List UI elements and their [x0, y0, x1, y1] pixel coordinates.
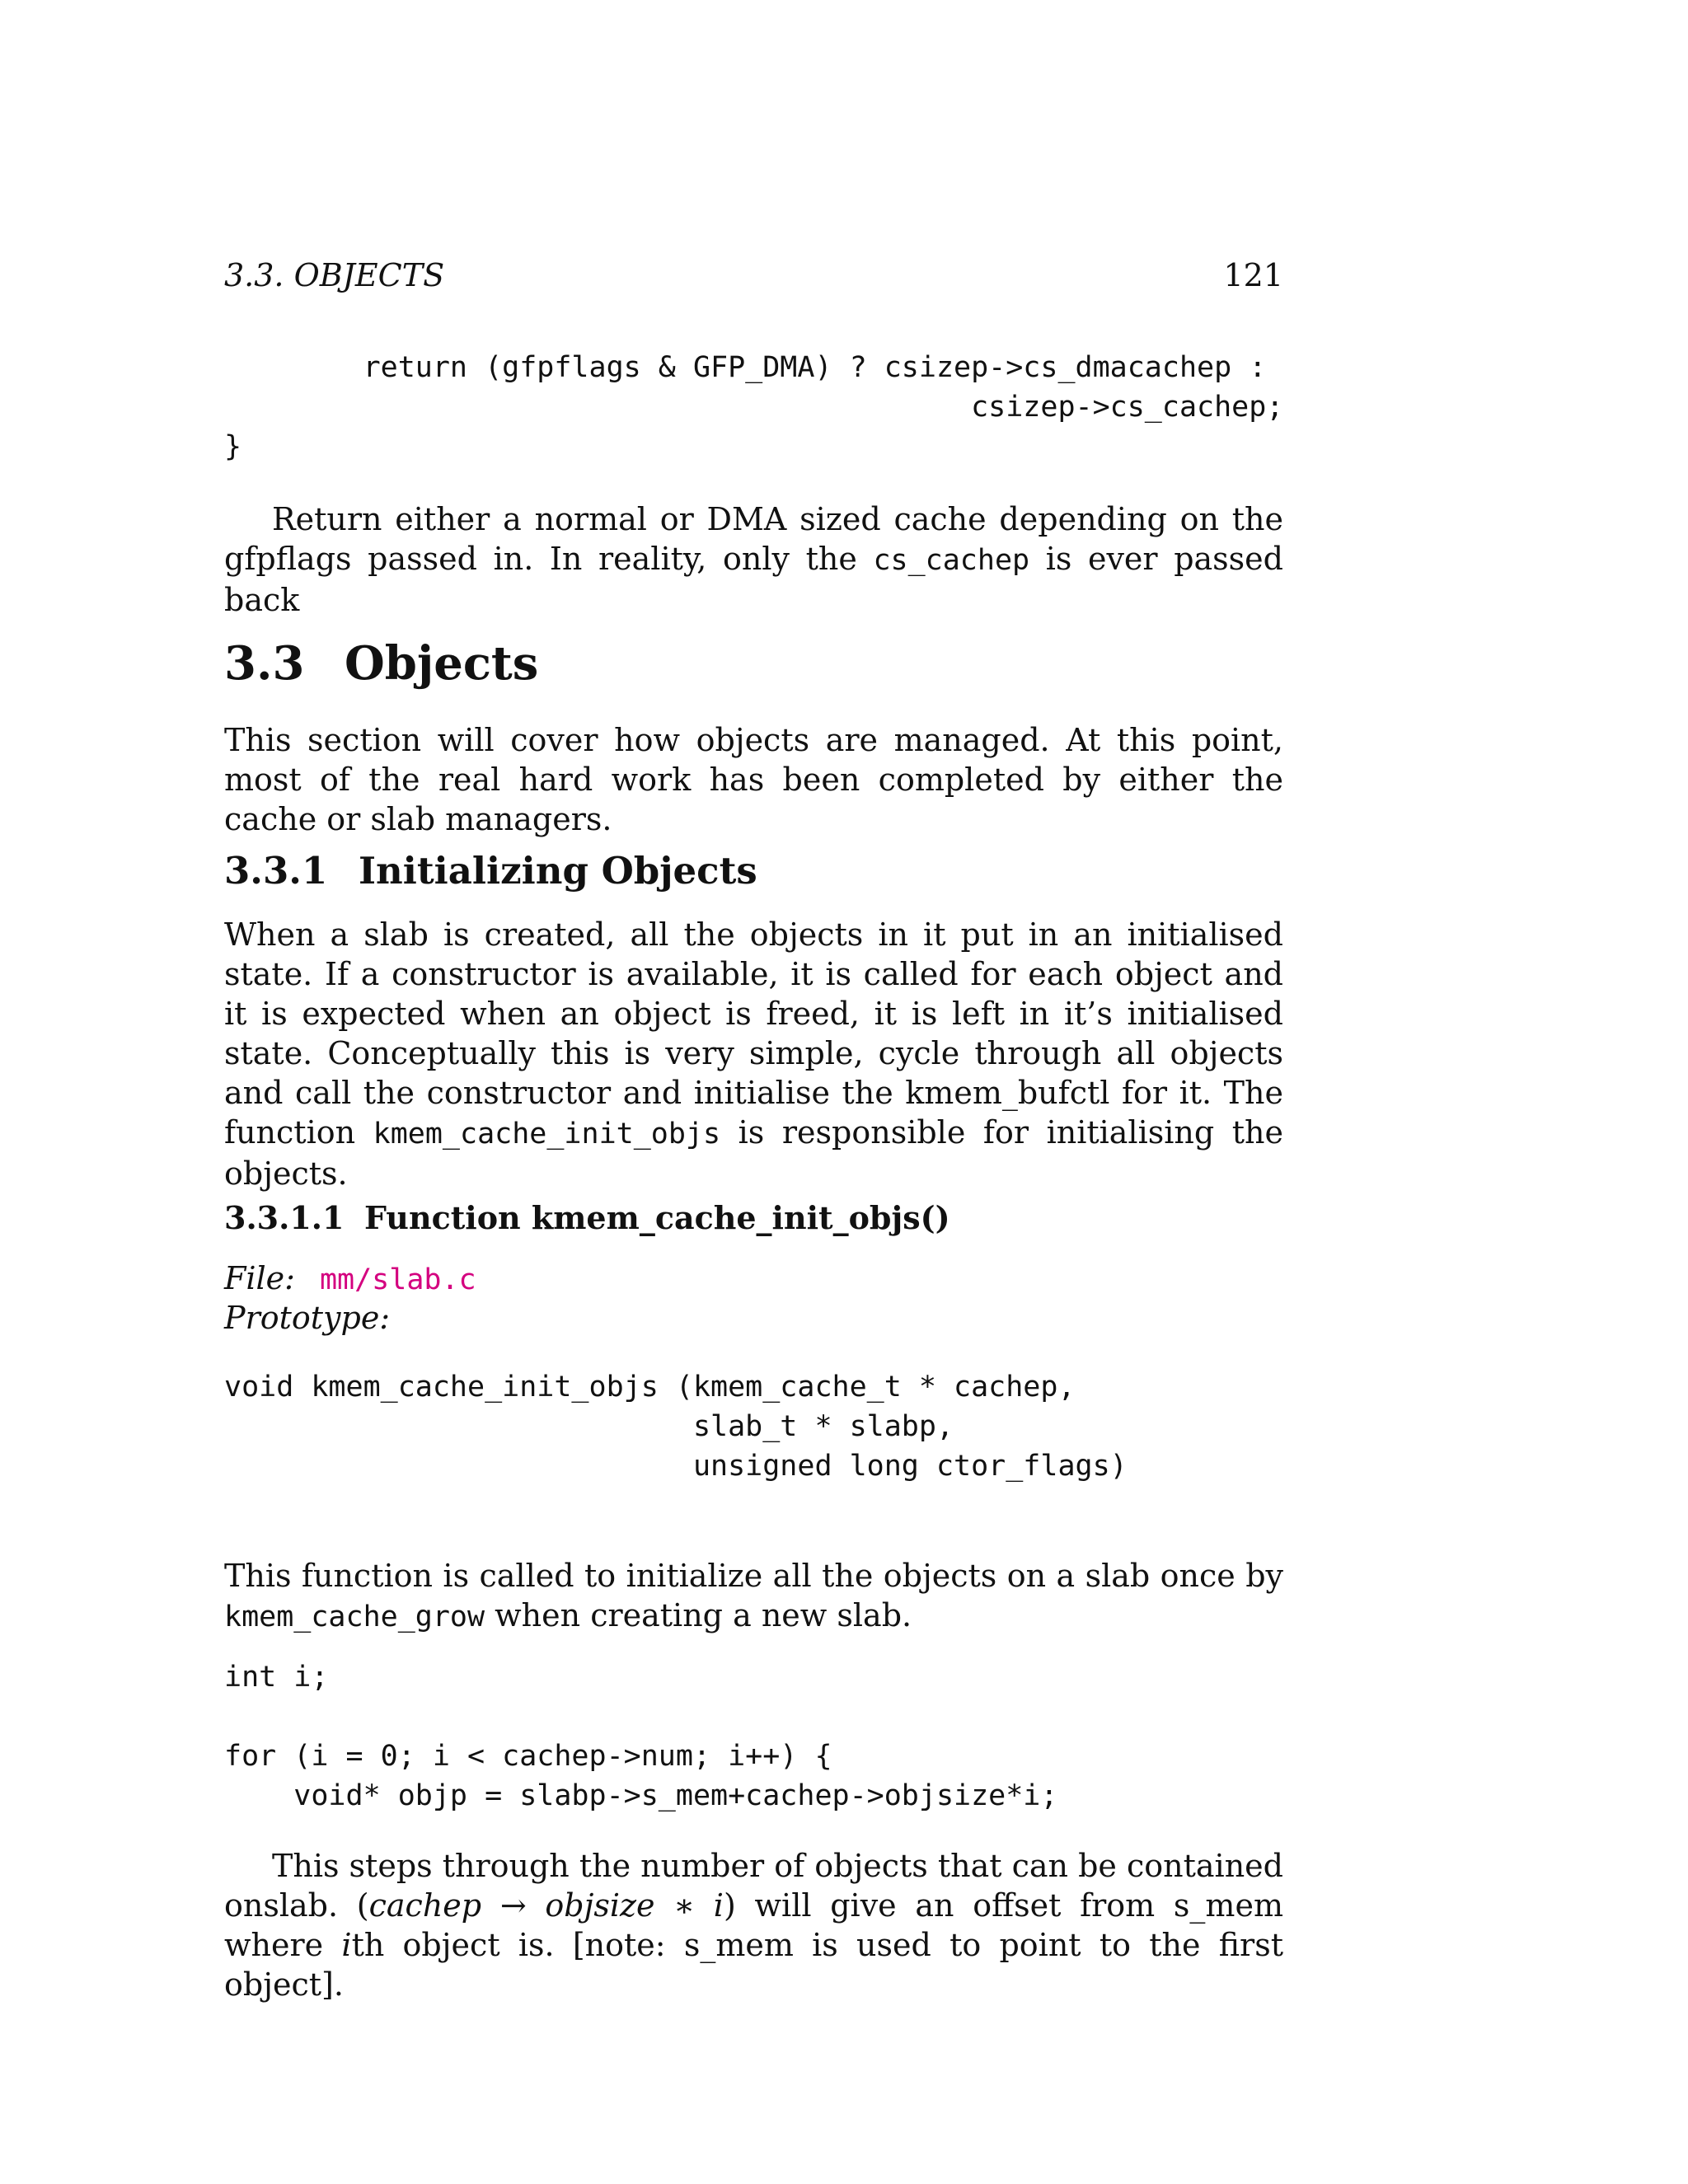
inline-code: kmem_cache_init_objs	[373, 1118, 721, 1151]
text: th object is. [note: s_mem is used to point to the first object].	[224, 1927, 1283, 2003]
subsection-title: Initializing Objects	[359, 849, 757, 893]
math-expression: cachep → objsize ∗ i	[368, 1887, 724, 1924]
file-line	[224, 1260, 476, 1296]
file-label: File:	[224, 1260, 295, 1296]
page-number: 121	[1223, 257, 1283, 293]
inline-code: cs_cachep	[873, 544, 1030, 577]
math-variable: i	[341, 1927, 352, 1963]
header-section: 3.3. OBJECTS	[224, 257, 445, 293]
inline-code: kmem_cache_grow	[224, 1601, 485, 1633]
section-number: 3.3	[224, 636, 305, 691]
text: when creating a new slab.	[485, 1597, 912, 1633]
code-block-prototype: void kmem_cache_init_objs (kmem_cache_t * cachep, slab_t * slabp, unsigned long ctor_flags)	[224, 1371, 1128, 1483]
text: This function is called to initialize all the objects on a slab once by	[224, 1558, 1283, 1594]
document-page	[224, 0, 1283, 2184]
code-block-loop: int i; for (i = 0; i < cachep->num; i++) { void* objp = slabp->s_mem+cachep->objsize*i;	[224, 1661, 1058, 1812]
code-block-return: return (gfpflags & GFP_DMA) ? csizep->cs_dmacachep : csizep->cs_cachep; }	[224, 351, 1284, 463]
text: When a slab is created, all the objects in it put in an initialised state. If a constructor is available, it is called for each object and it is expected when an object is freed, it is left in it’s initialised state. Conceptually this is very simple, cycle through all objects and call the constructor and initialise the kmem_bufctl for it. The function	[224, 916, 1283, 1151]
text: is ever passed back	[224, 541, 1283, 618]
subsubsection-title: Function kmem_cache_init_objs()	[364, 1199, 950, 1236]
paragraph-return-cache	[224, 499, 1283, 620]
text: Return either a normal or DMA sized cache depending on the gfpflags passed in. In reality, only the	[224, 501, 1283, 577]
text: This steps through the number of objects that can be contained onslab. (	[224, 1848, 1283, 1924]
paragraph-objects-intro: This section will cover how objects are managed. At this point, most of the real hard work has been completed by either the cache or slab managers.	[224, 722, 1283, 837]
section-heading	[224, 636, 538, 691]
file-path-link[interactable]: mm/slab.c	[319, 1263, 476, 1296]
text: ) will give an offset from s_mem where	[224, 1887, 1283, 1963]
paragraph-steps	[224, 1846, 1283, 2004]
subsubsection-number: 3.3.1.1	[224, 1199, 345, 1236]
prototype-label: Prototype:	[224, 1300, 391, 1336]
text: is responsible for initialising the objects.	[224, 1114, 1283, 1192]
paragraph-function-desc	[224, 1556, 1283, 1637]
subsection-number: 3.3.1	[224, 849, 328, 893]
section-title: Objects	[345, 636, 539, 691]
running-header	[224, 257, 1283, 293]
paragraph-initializing	[224, 915, 1283, 1193]
subsection-heading	[224, 849, 757, 893]
subsubsection-heading	[224, 1199, 950, 1236]
